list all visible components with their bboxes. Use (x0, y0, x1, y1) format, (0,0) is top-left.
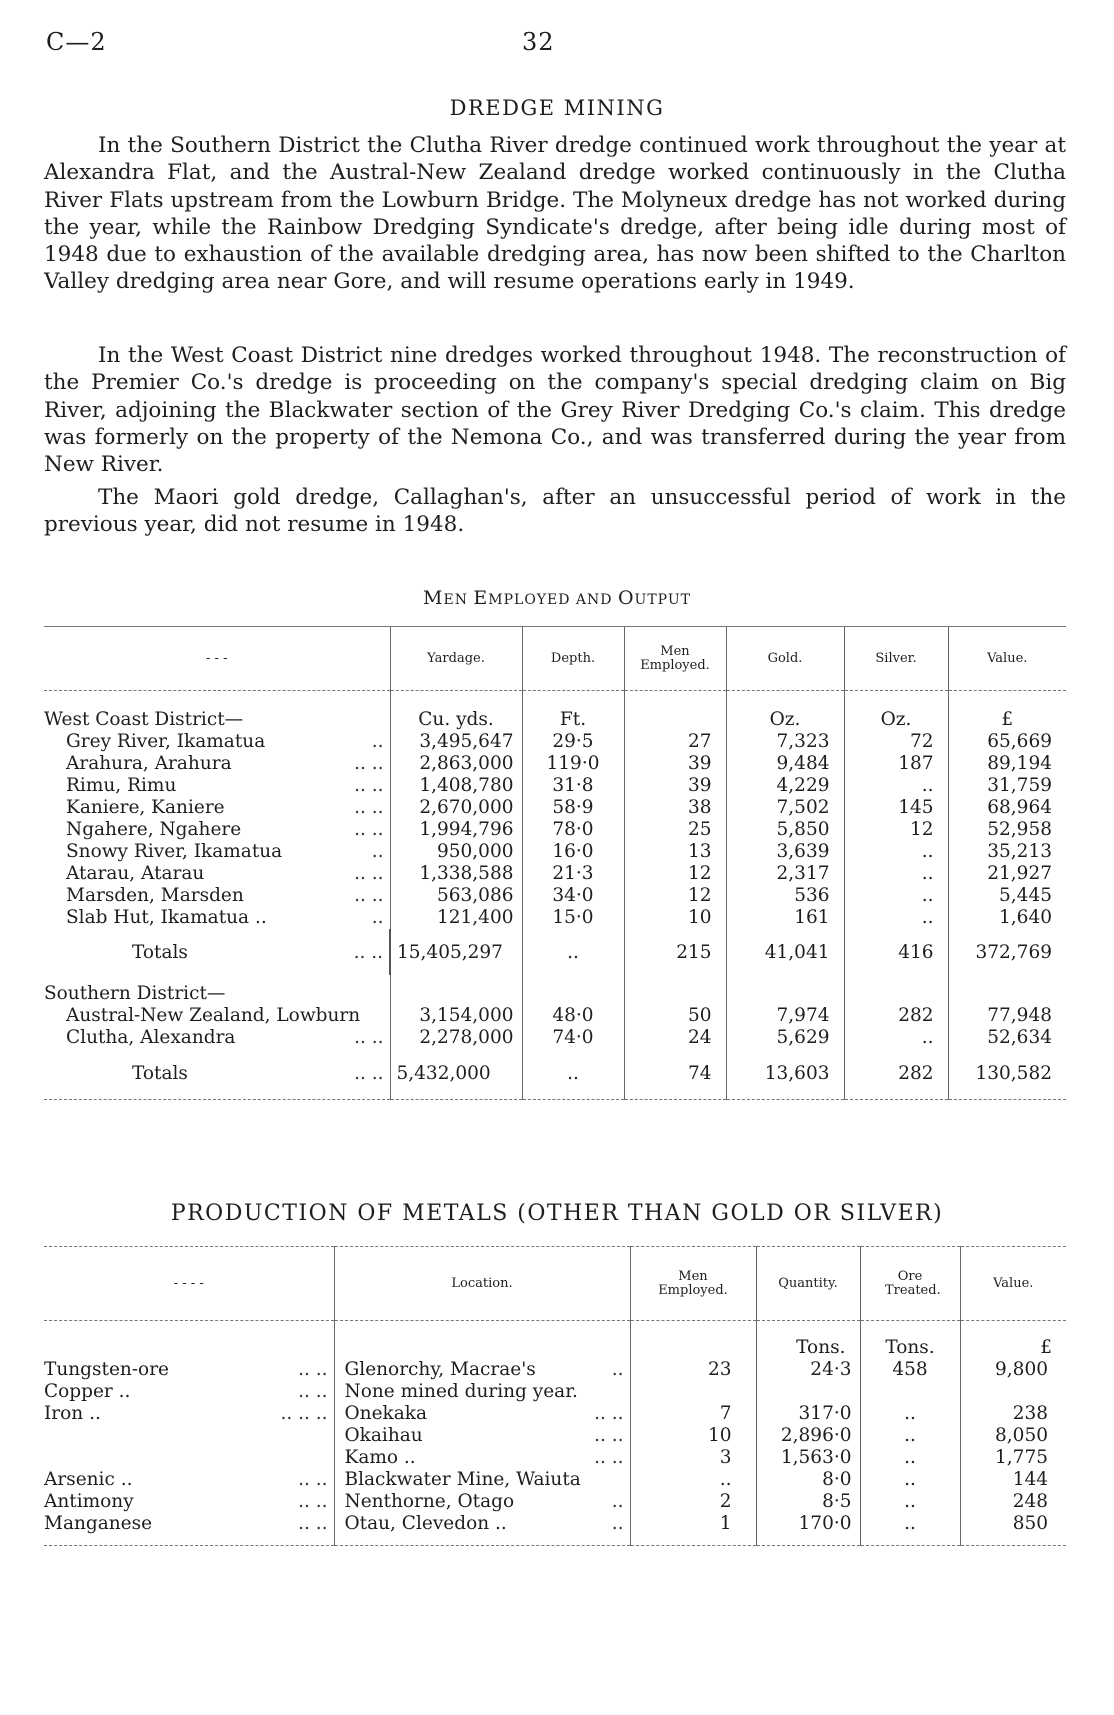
units-row (44, 691, 1066, 732)
metal-name: Manganese (44, 1513, 153, 1534)
cell-yardage: 3,154,000 (390, 1005, 522, 1027)
row-label-cell (44, 1005, 390, 1027)
cell-value: 52,634 (948, 1027, 1066, 1049)
location-cell (334, 1359, 630, 1381)
table-row (44, 1005, 1066, 1027)
cell-men: 12 (624, 863, 726, 885)
leader-dots: .. .. (594, 1447, 624, 1468)
cell-depth: 34·0 (522, 885, 624, 907)
cell-men: 24 (624, 1027, 726, 1049)
leader-dots: .. .. (298, 1381, 328, 1402)
west-coast-heading: West Coast District— (44, 691, 390, 732)
leader-dots: .. (371, 731, 384, 752)
caption-part: OUTPUT (617, 587, 691, 609)
table-row (44, 885, 1066, 907)
cell-depth: 15·0 (522, 907, 624, 929)
column-header-location: Location. (334, 1247, 630, 1321)
table-row (44, 753, 1066, 775)
metal-name: Copper .. (44, 1381, 131, 1402)
total-gold: 41,041 (726, 929, 844, 975)
column-header-value: Value. (948, 627, 1066, 691)
unit-gold: Oz. (726, 691, 844, 732)
location-name: Kamo .. (344, 1447, 416, 1468)
cell-quantity: 170·0 (756, 1513, 860, 1535)
cell-depth: 21·3 (522, 863, 624, 885)
cell-yardage: 1,338,588 (390, 863, 522, 885)
location-cell (334, 1513, 630, 1535)
row-label-cell (44, 753, 390, 775)
location-cell (334, 1469, 630, 1491)
west-coast-rows (44, 731, 1066, 929)
leader-dots: .. .. (353, 941, 383, 963)
cell-men: 50 (624, 1005, 726, 1027)
cell-value (960, 1381, 1066, 1403)
column-header-gold: Gold. (726, 627, 844, 691)
leader-dots: .. .. (298, 1359, 328, 1380)
leader-dots: .. .. (298, 1491, 328, 1512)
page-number: 32 (522, 28, 555, 56)
leader-dots: .. (611, 1513, 624, 1534)
metal-name: Tungsten-ore (44, 1359, 169, 1380)
location-name: Blackwater Mine, Waiuta (344, 1469, 581, 1490)
cell-quantity: 1,563·0 (756, 1447, 860, 1469)
unit-ore: Tons. (860, 1321, 960, 1360)
cell-depth: 48·0 (522, 1005, 624, 1027)
cell-gold: 5,629 (726, 1027, 844, 1049)
leader-dots: .. .. (298, 1469, 328, 1490)
cell-ore (860, 1381, 960, 1403)
table-row (44, 1425, 1066, 1447)
total-silver: 282 (844, 1049, 948, 1099)
cell-value: 77,948 (948, 1005, 1066, 1027)
cell-value: 238 (960, 1403, 1066, 1425)
dredge-name: Grey River, Ikamatua (66, 731, 266, 752)
cell-yardage: 2,670,000 (390, 797, 522, 819)
leader-dots: .. .. (594, 1425, 624, 1446)
metal-cell (44, 1381, 334, 1403)
location-cell (334, 1403, 630, 1425)
cell-yardage: 121,400 (390, 907, 522, 929)
table-caption-men-employed (0, 587, 1114, 609)
dredge-name: Marsden, Marsden (66, 885, 244, 906)
southern-totals-row (44, 1049, 1066, 1099)
cell-value: 52,958 (948, 819, 1066, 841)
paragraph-southern-district: In the Southern District the Clutha River dredge continued work throughout the year at Alexandra Flat, and the Austral-New Zealand dredge worked continuously in the Clutha River Flats upstream from the Lowburn Bridge. The Molyneux dredge has not worked during the year, while the Rainbow Dredging Syndicate's dredge, after being idle during most of 1948 due to exhaustion of the available dredging area, has now been shifted to the Charlton Valley dredging area near Gore, and will resume operations early in 1949. (44, 133, 1066, 295)
total-value: 372,769 (948, 929, 1066, 975)
paragraph-maori-dredge: The Maori gold dredge, Callaghan's, after an unsuccessful period of work in the previous year, did not resume in 1948. (44, 485, 1066, 538)
cell-value: 248 (960, 1491, 1066, 1513)
southern-heading: Southern District— (44, 983, 226, 1004)
location-cell (334, 1447, 630, 1469)
unit-depth: Ft. (522, 691, 624, 732)
table-header-row (44, 1247, 1066, 1321)
table-row (44, 819, 1066, 841)
location-name: Okaihau (344, 1425, 423, 1446)
cell-depth: 29·5 (522, 731, 624, 753)
cell-men: 1 (630, 1513, 756, 1535)
cell-gold: 7,323 (726, 731, 844, 753)
leader-dots: .. (611, 1491, 624, 1512)
cell-gold: 9,484 (726, 753, 844, 775)
row-label-cell (44, 841, 390, 863)
leader-dots: .. .. (354, 885, 384, 906)
cell-yardage: 950,000 (390, 841, 522, 863)
column-header-description: - - - (44, 627, 390, 691)
dredge-name: Slab Hut, Ikamatua .. (66, 907, 267, 928)
cell-yardage: 1,408,780 (390, 775, 522, 797)
dredge-name: Clutha, Alexandra (66, 1027, 236, 1048)
cell-men: 10 (624, 907, 726, 929)
units-row (44, 1321, 1066, 1360)
metal-cell (44, 1513, 334, 1535)
cell-value: 21,927 (948, 863, 1066, 885)
total-yardage: 15,405,297 (390, 929, 522, 975)
dredge-name: Rimu, Rimu (66, 775, 177, 796)
leader-dots: .. (371, 841, 384, 862)
table-row (44, 841, 1066, 863)
metal-rows (44, 1359, 1066, 1535)
cell-men: 12 (624, 885, 726, 907)
table-row (44, 1027, 1066, 1049)
dredge-name: Austral-New Zealand, Lowburn (66, 1005, 361, 1026)
cell-quantity: 317·0 (756, 1403, 860, 1425)
cell-men: 7 (630, 1403, 756, 1425)
row-label-cell (44, 885, 390, 907)
cell-silver: .. (844, 907, 948, 929)
column-header-yardage: Yardage. (390, 627, 522, 691)
cell-depth: 16·0 (522, 841, 624, 863)
unit-value: £ (948, 691, 1066, 732)
table-header-row (44, 627, 1066, 691)
column-header-depth: Depth. (522, 627, 624, 691)
table-row (44, 775, 1066, 797)
table-row (44, 863, 1066, 885)
cell-gold: 536 (726, 885, 844, 907)
leader-dots: .. .. (354, 863, 384, 884)
cell-gold: 161 (726, 907, 844, 929)
caption-part: EMPLOYED AND (473, 587, 618, 609)
total-men: 215 (624, 929, 726, 975)
location-cell (334, 1381, 630, 1403)
southern-heading-row (44, 975, 1066, 1005)
table-row (44, 1447, 1066, 1469)
leader-dots: .. .. (594, 1403, 624, 1424)
report-code: C—2 (46, 28, 107, 56)
metal-cell (44, 1491, 334, 1513)
table-row (44, 797, 1066, 819)
cell-value: 35,213 (948, 841, 1066, 863)
cell-men: 13 (624, 841, 726, 863)
leader-dots: .. .. (354, 1063, 384, 1085)
metal-cell (44, 1425, 334, 1447)
cell-value: 5,445 (948, 885, 1066, 907)
cell-gold: 7,974 (726, 1005, 844, 1027)
total-depth: .. (522, 929, 624, 975)
cell-depth: 119·0 (522, 753, 624, 775)
totals-label: Totals (132, 941, 188, 963)
cell-quantity: 24·3 (756, 1359, 860, 1381)
leader-dots: .. .. (354, 819, 384, 840)
cell-silver: 282 (844, 1005, 948, 1027)
cell-men: 39 (624, 753, 726, 775)
cell-depth: 78·0 (522, 819, 624, 841)
cell-silver: 12 (844, 819, 948, 841)
cell-ore: .. (860, 1469, 960, 1491)
row-label-cell (44, 819, 390, 841)
location-name: Otau, Clevedon .. (344, 1513, 507, 1534)
leader-dots: .. .. .. (280, 1403, 328, 1424)
column-header-metal: - - - - (44, 1247, 334, 1321)
dredge-name: Arahura, Arahura (66, 753, 232, 774)
total-gold: 13,603 (726, 1049, 844, 1099)
cell-depth: 74·0 (522, 1027, 624, 1049)
column-header-value: Value. (960, 1247, 1066, 1321)
leader-dots: .. .. (298, 1513, 328, 1534)
metal-name: Iron .. (44, 1403, 101, 1424)
cell-men: 3 (630, 1447, 756, 1469)
cell-gold: 3,639 (726, 841, 844, 863)
dredge-name: Ngahere, Ngahere (66, 819, 242, 840)
leader-dots: .. .. (354, 753, 384, 774)
cell-value: 144 (960, 1469, 1066, 1491)
row-label-cell (44, 863, 390, 885)
cell-yardage: 3,495,647 (390, 731, 522, 753)
location-cell (334, 1425, 630, 1447)
cell-value: 1,775 (960, 1447, 1066, 1469)
cell-value: 89,194 (948, 753, 1066, 775)
cell-men: 2 (630, 1491, 756, 1513)
cell-ore: .. (860, 1491, 960, 1513)
cell-gold: 5,850 (726, 819, 844, 841)
cell-men: 39 (624, 775, 726, 797)
cell-silver: .. (844, 885, 948, 907)
cell-ore: 458 (860, 1359, 960, 1381)
cell-ore: .. (860, 1447, 960, 1469)
cell-gold: 2,317 (726, 863, 844, 885)
cell-silver: .. (844, 863, 948, 885)
cell-yardage: 2,278,000 (390, 1027, 522, 1049)
column-header-silver: Silver. (844, 627, 948, 691)
section-title-dredge-mining: DREDGE MINING (449, 96, 665, 120)
cell-silver: .. (844, 775, 948, 797)
cell-men: 23 (630, 1359, 756, 1381)
table-row (44, 1359, 1066, 1381)
cell-men: .. (630, 1469, 756, 1491)
cell-value: 9,800 (960, 1359, 1066, 1381)
section-title-production-of-metals: PRODUCTION OF METALS (OTHER THAN GOLD OR SILVER) (170, 1201, 944, 1226)
cell-silver: 187 (844, 753, 948, 775)
table-row (44, 1491, 1066, 1513)
cell-gold: 7,502 (726, 797, 844, 819)
cell-silver: .. (844, 841, 948, 863)
dredge-name: Snowy River, Ikamatua (66, 841, 283, 862)
row-label-cell (44, 731, 390, 753)
cell-quantity (756, 1381, 860, 1403)
leader-dots: .. .. (354, 1027, 384, 1048)
dredge-name: Atarau, Atarau (66, 863, 205, 884)
location-name: Glenorchy, Macrae's (344, 1359, 536, 1380)
totals-label: Totals (132, 1063, 188, 1085)
leader-dots: .. .. (354, 775, 384, 796)
unit-value: £ (960, 1321, 1066, 1360)
metal-cell (44, 1403, 334, 1425)
location-cell (334, 1491, 630, 1513)
table-row (44, 731, 1066, 753)
cell-value: 850 (960, 1513, 1066, 1535)
cell-ore: .. (860, 1403, 960, 1425)
cell-quantity: 8·5 (756, 1491, 860, 1513)
cell-value: 68,964 (948, 797, 1066, 819)
southern-rows (44, 1005, 1066, 1049)
cell-value: 31,759 (948, 775, 1066, 797)
cell-yardage: 563,086 (390, 885, 522, 907)
table-row (44, 1403, 1066, 1425)
cell-men: 10 (630, 1425, 756, 1447)
cell-yardage: 2,863,000 (390, 753, 522, 775)
location-name: Nenthorne, Otago (344, 1491, 515, 1512)
cell-quantity: 8·0 (756, 1469, 860, 1491)
total-silver: 416 (844, 929, 948, 975)
table-row (44, 907, 1066, 929)
cell-men: 38 (624, 797, 726, 819)
location-name: Onekaka (344, 1403, 428, 1424)
column-header-ore-treated: Ore Treated. (860, 1247, 960, 1321)
cell-value: 1,640 (948, 907, 1066, 929)
dredge-output-table (44, 626, 1066, 1102)
cell-silver: 72 (844, 731, 948, 753)
row-label-cell (44, 775, 390, 797)
metal-name: Arsenic .. (44, 1469, 133, 1490)
total-value: 130,582 (948, 1049, 1066, 1099)
table-row (44, 1469, 1066, 1491)
table-row (44, 1381, 1066, 1403)
cell-men: 25 (624, 819, 726, 841)
metal-cell (44, 1359, 334, 1381)
dredge-name: Kaniere, Kaniere (66, 797, 225, 818)
row-label-cell (44, 907, 390, 929)
west-coast-totals-row (44, 929, 1066, 975)
cell-men (630, 1381, 756, 1403)
leader-dots: .. .. (354, 797, 384, 818)
unit-yardage: Cu. yds. (390, 691, 522, 732)
cell-men: 27 (624, 731, 726, 753)
metal-name: Antimony (44, 1491, 134, 1512)
unit-silver: Oz. (844, 691, 948, 732)
cell-value: 8,050 (960, 1425, 1066, 1447)
cell-silver: 145 (844, 797, 948, 819)
cell-ore: .. (860, 1513, 960, 1535)
metals-production-table (44, 1246, 1066, 1548)
total-men: 74 (624, 1049, 726, 1099)
column-header-men-employed: Men Employed. (630, 1247, 756, 1321)
cell-ore: .. (860, 1425, 960, 1447)
cell-yardage: 1,994,796 (390, 819, 522, 841)
unit-quantity: Tons. (756, 1321, 860, 1360)
total-depth: .. (522, 1049, 624, 1099)
row-label-cell (44, 1027, 390, 1049)
row-label-cell (44, 797, 390, 819)
cell-silver: .. (844, 1027, 948, 1049)
cell-depth: 58·9 (522, 797, 624, 819)
metal-cell (44, 1469, 334, 1491)
paragraph-west-coast-district: In the West Coast District nine dredges worked throughout 1948. The reconstruction of the Premier Co.'s dredge is proceeding on the company's special dredging claim on Big River, adjoining the Blackwater section of the Grey River Dredging Co.'s claim. This dredge was formerly on the property of the Nemona Co., and was transferred during the year from New River. (44, 343, 1066, 478)
cell-quantity: 2,896·0 (756, 1425, 860, 1447)
column-header-men-employed: Men Employed. (624, 627, 726, 691)
leader-dots: .. (611, 1359, 624, 1380)
total-yardage: 5,432,000 (390, 1049, 522, 1099)
metal-cell (44, 1447, 334, 1469)
caption-part: MEN (423, 587, 474, 609)
column-header-quantity: Quantity. (756, 1247, 860, 1321)
cell-gold: 4,229 (726, 775, 844, 797)
cell-depth: 31·8 (522, 775, 624, 797)
cell-value: 65,669 (948, 731, 1066, 753)
table-row (44, 1513, 1066, 1535)
leader-dots: .. (371, 907, 384, 928)
location-name: None mined during year. (344, 1381, 578, 1402)
